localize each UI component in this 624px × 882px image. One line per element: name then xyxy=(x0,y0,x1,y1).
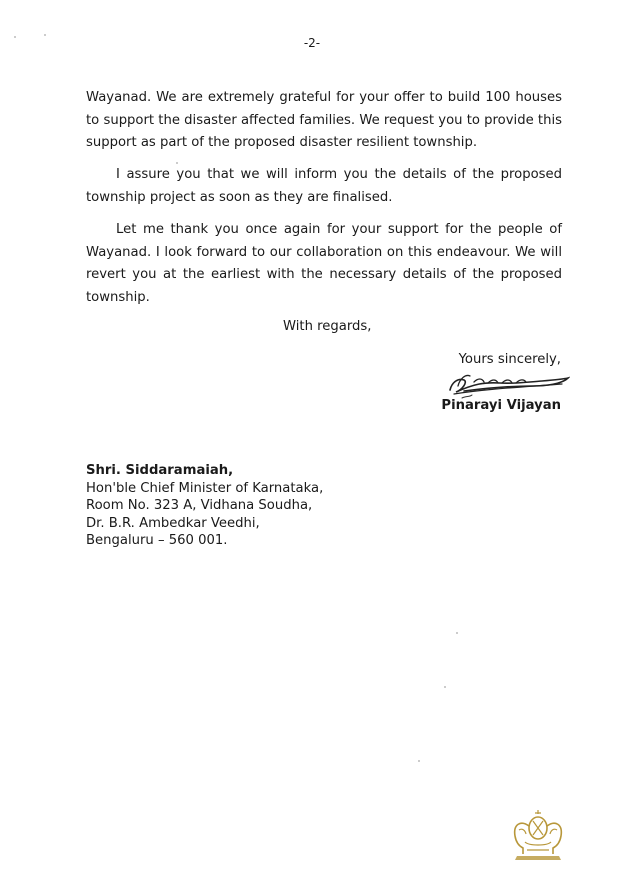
scan-speck xyxy=(444,686,446,688)
address-line: Room No. 323 A, Vidhana Soudha, xyxy=(86,498,313,513)
scan-speck xyxy=(44,34,46,36)
yours-sincerely-line: Yours sincerely, xyxy=(458,352,561,367)
address-line: Hon'ble Chief Minister of Karnataka, xyxy=(86,480,324,496)
regards-line: With regards, xyxy=(283,319,372,334)
letter-paragraph-3: Let me thank you once again for your support for the people of Wayanad. I look forward to our collaboration on this endeavour. We will revert you at the earliest with the necessary details of the proposed township. xyxy=(86,222,562,305)
scan-speck xyxy=(14,36,16,38)
scan-speck xyxy=(418,760,420,762)
address-line: Bengaluru – 560 001. xyxy=(86,533,228,548)
letter-paragraph-1: Wayanad. We are extremely grateful for your offer to build 100 houses to support the disaster affected families. We request you to provide this support as part of the proposed disaster resilient township. xyxy=(86,90,562,150)
page-number: -2- xyxy=(303,36,321,50)
recipient-name: Shri. Siddaramaiah, xyxy=(86,463,234,478)
scan-speck xyxy=(176,162,178,164)
signatory-name: Pinarayi Vijayan xyxy=(441,398,561,413)
recipient-address xyxy=(86,462,323,550)
kerala-state-emblem-icon xyxy=(509,808,567,862)
address-line: Dr. B.R. Ambedkar Veedhi, xyxy=(86,515,260,531)
letter-paragraph-2: I assure you that we will inform you the details of the proposed township project as soon as they are finalised. xyxy=(86,167,562,205)
scan-speck xyxy=(456,632,458,634)
